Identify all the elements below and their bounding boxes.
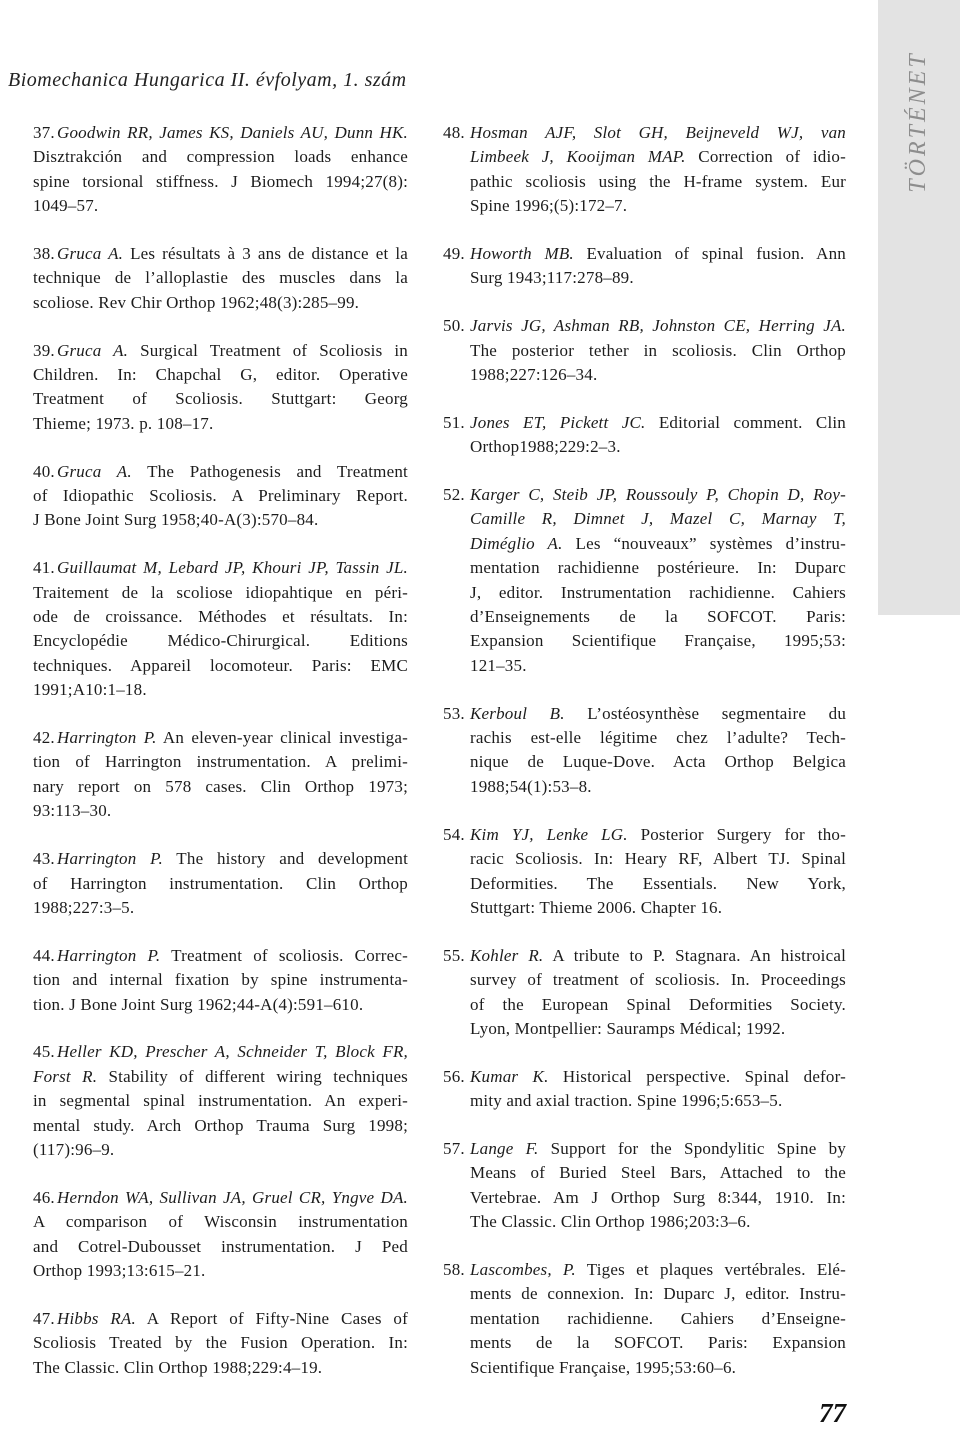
reference-entry [443, 242, 846, 291]
reference-number: 47. [33, 1308, 55, 1328]
reference-authors: Harrington P. [57, 728, 157, 748]
reference-text: of Harrington instrumentation. Clin Orthop [33, 873, 408, 893]
reference-line [470, 1017, 846, 1041]
reference-number: 54. [443, 824, 465, 844]
reference-text: Expansion Scientifique Française, 1995;53: [470, 631, 846, 651]
reference-number: 40. [33, 461, 55, 481]
reference-number: 58. [443, 1259, 465, 1279]
reference-authors: Camille R, Dimnet J, Mazel C, Marnay T, [470, 509, 846, 529]
reference-line [33, 387, 408, 411]
reference-line [470, 507, 846, 531]
reference-line [33, 1356, 408, 1380]
reference-number: 56. [443, 1066, 465, 1086]
reference-text: d’Enseignements de la SOFCOT. Paris: [470, 607, 846, 627]
reference-line [33, 775, 408, 799]
reference-line [33, 629, 408, 653]
reference-entry [33, 460, 408, 533]
reference-text: Treatment of scoliosis. Correc- [171, 945, 408, 965]
reference-entry [33, 726, 408, 824]
reference-authors: Hibbs RA. [57, 1308, 136, 1328]
reference-text: Surgical Treatment of Scoliosis in [140, 340, 408, 360]
reference-line [443, 242, 846, 266]
reference-authors: Jarvis JG, Ashman RB, Johnston CE, Herring JA. [470, 316, 846, 336]
reference-entry [33, 944, 408, 1017]
reference-entry [443, 702, 847, 800]
reference-line [33, 944, 408, 968]
reference-line [33, 1138, 408, 1162]
reference-line [33, 1089, 408, 1113]
reference-line [33, 1259, 408, 1283]
reference-line [470, 170, 846, 194]
reference-line [33, 484, 408, 508]
reference-number: 52. [443, 485, 465, 505]
reference-line [470, 654, 846, 678]
reference-line [443, 944, 846, 968]
reference-authors: Lascombes, P. [470, 1259, 576, 1279]
reference-text: scoliose. Rev Chir Orthop 1962;48(3):285–99. [33, 292, 360, 312]
reference-line [33, 581, 408, 605]
reference-number: 46. [33, 1187, 55, 1207]
reference-authors: Jones ET, Pickett JC. [470, 412, 646, 432]
reference-line [33, 460, 408, 484]
reference-authors: Lange F. [470, 1138, 539, 1158]
reference-authors: Harrington P. [57, 849, 163, 869]
reference-line [443, 1258, 846, 1282]
reference-authors: Karger C, Steib JP, Roussouly P, Chopin D, Roy- [470, 485, 846, 505]
page-number: 77 [819, 1398, 846, 1428]
reference-line [470, 556, 846, 580]
reference-entry [33, 847, 408, 920]
reference-column-left [33, 121, 408, 1403]
reference-entry [33, 1186, 408, 1284]
reference-line [33, 363, 408, 387]
reference-line [33, 847, 408, 871]
reference-entry [33, 121, 408, 219]
reference-text: J, editor. Instrumentation rachidienne. Cahiers [470, 582, 846, 602]
reference-line [33, 194, 408, 218]
reference-text: tion and internal fixation by spine instrumenta- [33, 970, 408, 990]
reference-text: Encyclopédie Médico-Chirurgical. Editions [33, 631, 408, 651]
reference-text: The posterior tether in scoliosis. Clin Orthop [470, 340, 846, 360]
reference-line [33, 1307, 408, 1331]
reference-text: Treatment of Scoliosis. Stuttgart: Georg [33, 389, 408, 409]
reference-line [470, 775, 846, 799]
reference-line [470, 605, 846, 629]
reference-line [33, 145, 408, 169]
reference-column-right [443, 121, 847, 1403]
reference-line [33, 654, 408, 678]
reference-line [33, 872, 408, 896]
reference-line [33, 556, 408, 580]
reference-line [470, 581, 846, 605]
reference-line [470, 1161, 846, 1185]
reference-line [470, 435, 846, 459]
reference-text: Correction of idio- [698, 147, 846, 167]
reference-entry [443, 411, 846, 460]
reference-text: techniques. Appareil locomoteur. Paris: EMC [33, 655, 408, 675]
reference-line [33, 339, 408, 363]
reference-text: pathic scoliosis using the H-frame system. Eur [470, 171, 846, 191]
reference-line [470, 1356, 846, 1380]
reference-number: 37. [33, 123, 55, 142]
reference-text: 1988;54(1):53–8. [470, 776, 592, 796]
reference-authors: Kumar K. [470, 1066, 549, 1086]
reference-number: 42. [33, 728, 55, 748]
reference-text: 121–35. [470, 655, 527, 675]
reference-line [33, 1331, 408, 1355]
reference-text: survey of treatment of scoliosis. In. Proceedings [470, 970, 846, 990]
reference-line [33, 1114, 408, 1138]
reference-authors: Howorth MB. [470, 244, 574, 264]
reference-line [33, 1235, 408, 1259]
reference-text: spine torsional stiffness. J Biomech 1994;27(8): [33, 171, 408, 191]
reference-line [470, 1331, 846, 1355]
running-title: Biomechanica Hungarica II. évfolyam, 1. szám [8, 69, 407, 91]
reference-text: The Classic. Clin Orthop 1988;229:4–19. [33, 1357, 323, 1377]
reference-text: racic Scoliosis. In: Heary RF, Albert TJ. Spinal [470, 849, 846, 869]
reference-authors: Gruca A. [57, 461, 132, 481]
reference-number: 57. [443, 1138, 465, 1158]
reference-text: tion. J Bone Joint Surg 1962;44-A(4):591–610. [33, 994, 364, 1014]
reference-text: and Cotrel-Dubousset instrumentation. J Ped [33, 1236, 408, 1256]
reference-text: tion of Harrington instrumentation. A prelimi- [33, 752, 408, 772]
reference-line [33, 1065, 408, 1089]
reference-line [443, 483, 846, 507]
reference-text: (117):96–9. [33, 1139, 115, 1159]
reference-line [443, 1137, 846, 1161]
reference-line [470, 1089, 846, 1113]
reference-text: ments de la SOFCOT. Paris: Expansion [470, 1333, 846, 1353]
reference-line [470, 363, 846, 387]
reference-text: nique de Luque-Dove. Acta Orthop Belgica [470, 752, 846, 772]
reference-text: The Classic. Clin Orthop 1986;203:3–6. [470, 1212, 751, 1232]
reference-text: 1049–57. [33, 196, 99, 216]
reference-number: 48. [443, 123, 465, 142]
reference-text: in segmental spinal instrumentation. An experi- [33, 1091, 408, 1111]
reference-text: An eleven-year clinical investiga- [162, 728, 408, 748]
reference-entry [443, 823, 846, 921]
reference-line [470, 266, 846, 290]
reference-line [33, 968, 408, 992]
reference-text: Orthop1988;229:2–3. [470, 437, 621, 457]
reference-text: 1991;A10:1–18. [33, 680, 147, 700]
reference-line [33, 750, 408, 774]
reference-line [33, 266, 408, 290]
reference-text: Traitement de la scoliose idiopahtique en péri- [33, 582, 408, 602]
reference-text: Lyon, Montpellier: Sauramps Médical; 1992. [470, 1018, 786, 1038]
reference-line [33, 799, 408, 823]
reference-text: Historical perspective. Spinal defor- [562, 1066, 847, 1086]
reference-authors: Harrington P. [57, 945, 161, 965]
reference-line [443, 1065, 846, 1089]
reference-authors: Gruca A. [57, 244, 124, 264]
reference-line [470, 1307, 846, 1331]
reference-authors: Hosman AJF, Slot GH, Beijneveld WJ, van [470, 123, 846, 142]
reference-authors: Limbeek J, Kooijman MAP. [470, 147, 686, 167]
reference-line [470, 1210, 846, 1234]
reference-entry [33, 556, 408, 702]
reference-number: 51. [443, 412, 465, 432]
reference-text: mentation rachidienne postérieure. In: Duparc [470, 558, 846, 578]
reference-line [470, 194, 846, 218]
reference-text: A Report of Fifty-Nine Cases of [146, 1308, 408, 1328]
reference-authors: Gruca A. [57, 340, 129, 360]
reference-line [33, 1186, 408, 1210]
reference-entry [443, 1137, 847, 1235]
reference-text: ments de connexion. In: Duparc J, editor. Instru- [470, 1284, 846, 1304]
reference-line [470, 1282, 846, 1306]
reference-text: Thieme; 1973. p. 108–17. [33, 413, 214, 433]
section-tab [878, 0, 960, 615]
reference-text: Children. In: Chapchal G, editor. Operative [33, 365, 408, 385]
reference-text: 93:113–30. [33, 801, 112, 821]
reference-line [33, 170, 408, 194]
reference-text: mental study. Arch Orthop Trauma Surg 1998; [33, 1115, 408, 1135]
reference-number: 45. [33, 1042, 55, 1062]
reference-text: of the European Spinal Deformities Society. [470, 994, 846, 1014]
reference-authors: Kerboul B. [470, 703, 565, 723]
reference-line [470, 532, 846, 556]
reference-text: A comparison of Wisconsin instrumentation [33, 1212, 408, 1232]
reference-line [470, 968, 846, 992]
reference-authors: Forst R. [33, 1066, 98, 1086]
reference-authors: Kim YJ, Lenke LG. [470, 824, 628, 844]
reference-number: 43. [33, 849, 55, 869]
section-tab-label: TÖRTÉNET [905, 51, 931, 193]
reference-entry [443, 483, 846, 678]
reference-line [33, 291, 408, 315]
reference-text: Tiges et plaques vertébrales. Elé- [586, 1259, 846, 1279]
reference-text: Stuttgart: Thieme 2006. Chapter 16. [470, 897, 723, 917]
reference-entry [443, 1258, 846, 1380]
reference-line [470, 339, 846, 363]
reference-text: mity and axial traction. Spine 1996;5:653–5. [470, 1091, 783, 1111]
reference-entry [443, 314, 846, 387]
reference-line [33, 242, 408, 266]
reference-line [470, 726, 846, 750]
reference-text: The Pathogenesis and Treatment [147, 461, 408, 481]
reference-line [33, 508, 408, 532]
reference-line [33, 896, 408, 920]
reference-text: Les “nouveaux” systèmes d’instru- [575, 533, 846, 553]
reference-entry [33, 1307, 408, 1380]
reference-number: 39. [33, 340, 55, 360]
reference-line [443, 702, 846, 726]
reference-line [470, 629, 846, 653]
reference-number: 55. [443, 945, 465, 965]
reference-text: J Bone Joint Surg 1958;40-A(3):570–84. [33, 510, 319, 530]
reference-text: 1988;227:126–34. [470, 365, 598, 385]
reference-text: mentation rachidienne. Cahiers d’Enseigne- [470, 1308, 846, 1328]
reference-text: 1988;227:3–5. [33, 897, 135, 917]
reference-text: rachis est-elle légitime chez l’adulte? Tech- [470, 728, 846, 748]
reference-authors: Goodwin RR, James KS, Daniels AU, Dunn HK. [57, 123, 408, 142]
reference-text: The history and development [176, 849, 408, 869]
reference-line [470, 1186, 846, 1210]
reference-line [470, 145, 846, 169]
reference-text: Support for the Spondylitic Spine by [550, 1138, 847, 1158]
reference-text: Disztrakción and compression loads enhance [33, 147, 408, 167]
reference-entry [443, 1065, 847, 1114]
reference-line [443, 314, 846, 338]
reference-line [443, 823, 846, 847]
reference-text: Means of Buried Steel Bars, Attached to the [470, 1163, 846, 1183]
reference-text: Scientifique Française, 1995;53:60–6. [470, 1357, 737, 1377]
reference-text: Orthop 1993;13:615–21. [33, 1260, 206, 1280]
reference-line [470, 872, 846, 896]
reference-text: Editorial comment. Clin [658, 412, 846, 432]
reference-number: 44. [33, 945, 55, 965]
reference-entry [33, 242, 408, 315]
reference-text: nary report on 578 cases. Clin Orthop 1973; [33, 776, 408, 796]
reference-line [443, 121, 846, 145]
reference-line [33, 993, 408, 1017]
reference-text: Posterior Surgery for tho- [640, 824, 846, 844]
reference-line [33, 121, 408, 145]
reference-text: Les résultats à 3 ans de distance et la [130, 244, 408, 264]
reference-authors: Kohler R. [470, 945, 544, 965]
reference-text: Vertebrae. Am J Orthop Surg 8:344, 1910. In: [470, 1187, 846, 1207]
reference-text: of Idiopathic Scoliosis. A Preliminary Report. [33, 486, 408, 506]
reference-number: 41. [33, 558, 55, 578]
reference-line [470, 847, 846, 871]
reference-line [470, 993, 846, 1017]
reference-entry [443, 121, 846, 219]
reference-authors: Heller KD, Prescher A, Schneider T, Block FR, [57, 1042, 408, 1062]
reference-line [33, 1040, 408, 1064]
reference-line [33, 412, 408, 436]
reference-line [470, 750, 846, 774]
reference-number: 50. [443, 316, 465, 336]
reference-authors: Herndon WA, Sullivan JA, Gruel CR, Yngve DA. [57, 1187, 408, 1207]
reference-text: Evaluation of spinal fusion. Ann [586, 244, 846, 264]
reference-text: Stability of different wiring techniques [108, 1066, 408, 1086]
reference-text: Scoliosis Treated by the Fusion Operation. In: [33, 1333, 408, 1353]
reference-line [33, 605, 408, 629]
reference-text: A tribute to P. Stagnara. An histroical [552, 945, 846, 965]
reference-text: L’ostéosynthèse segmentaire du [587, 703, 847, 723]
reference-line [33, 726, 408, 750]
reference-text: Surg 1943;117:278–89. [470, 268, 634, 288]
reference-line [443, 411, 846, 435]
reference-authors: Diméglio A. [470, 533, 563, 553]
reference-text: Spine 1996;(5):172–7. [470, 196, 628, 216]
reference-entry [443, 944, 846, 1042]
reference-text: technique de l’alloplastie des muscles dans la [33, 268, 408, 288]
reference-number: 49. [443, 244, 465, 264]
reference-authors: Guillaumat M, Lebard JP, Khouri JP, Tassin JL. [57, 558, 408, 578]
reference-line [470, 896, 846, 920]
reference-number: 53. [443, 703, 465, 723]
reference-text: Deformities. The Essentials. New York, [470, 873, 846, 893]
reference-number: 38. [33, 244, 55, 264]
reference-line [33, 1210, 408, 1234]
reference-entry [33, 339, 408, 437]
reference-entry [33, 1040, 408, 1162]
reference-line [33, 678, 408, 702]
reference-text: ode de croissance. Méthodes et résultats. In: [33, 607, 408, 627]
